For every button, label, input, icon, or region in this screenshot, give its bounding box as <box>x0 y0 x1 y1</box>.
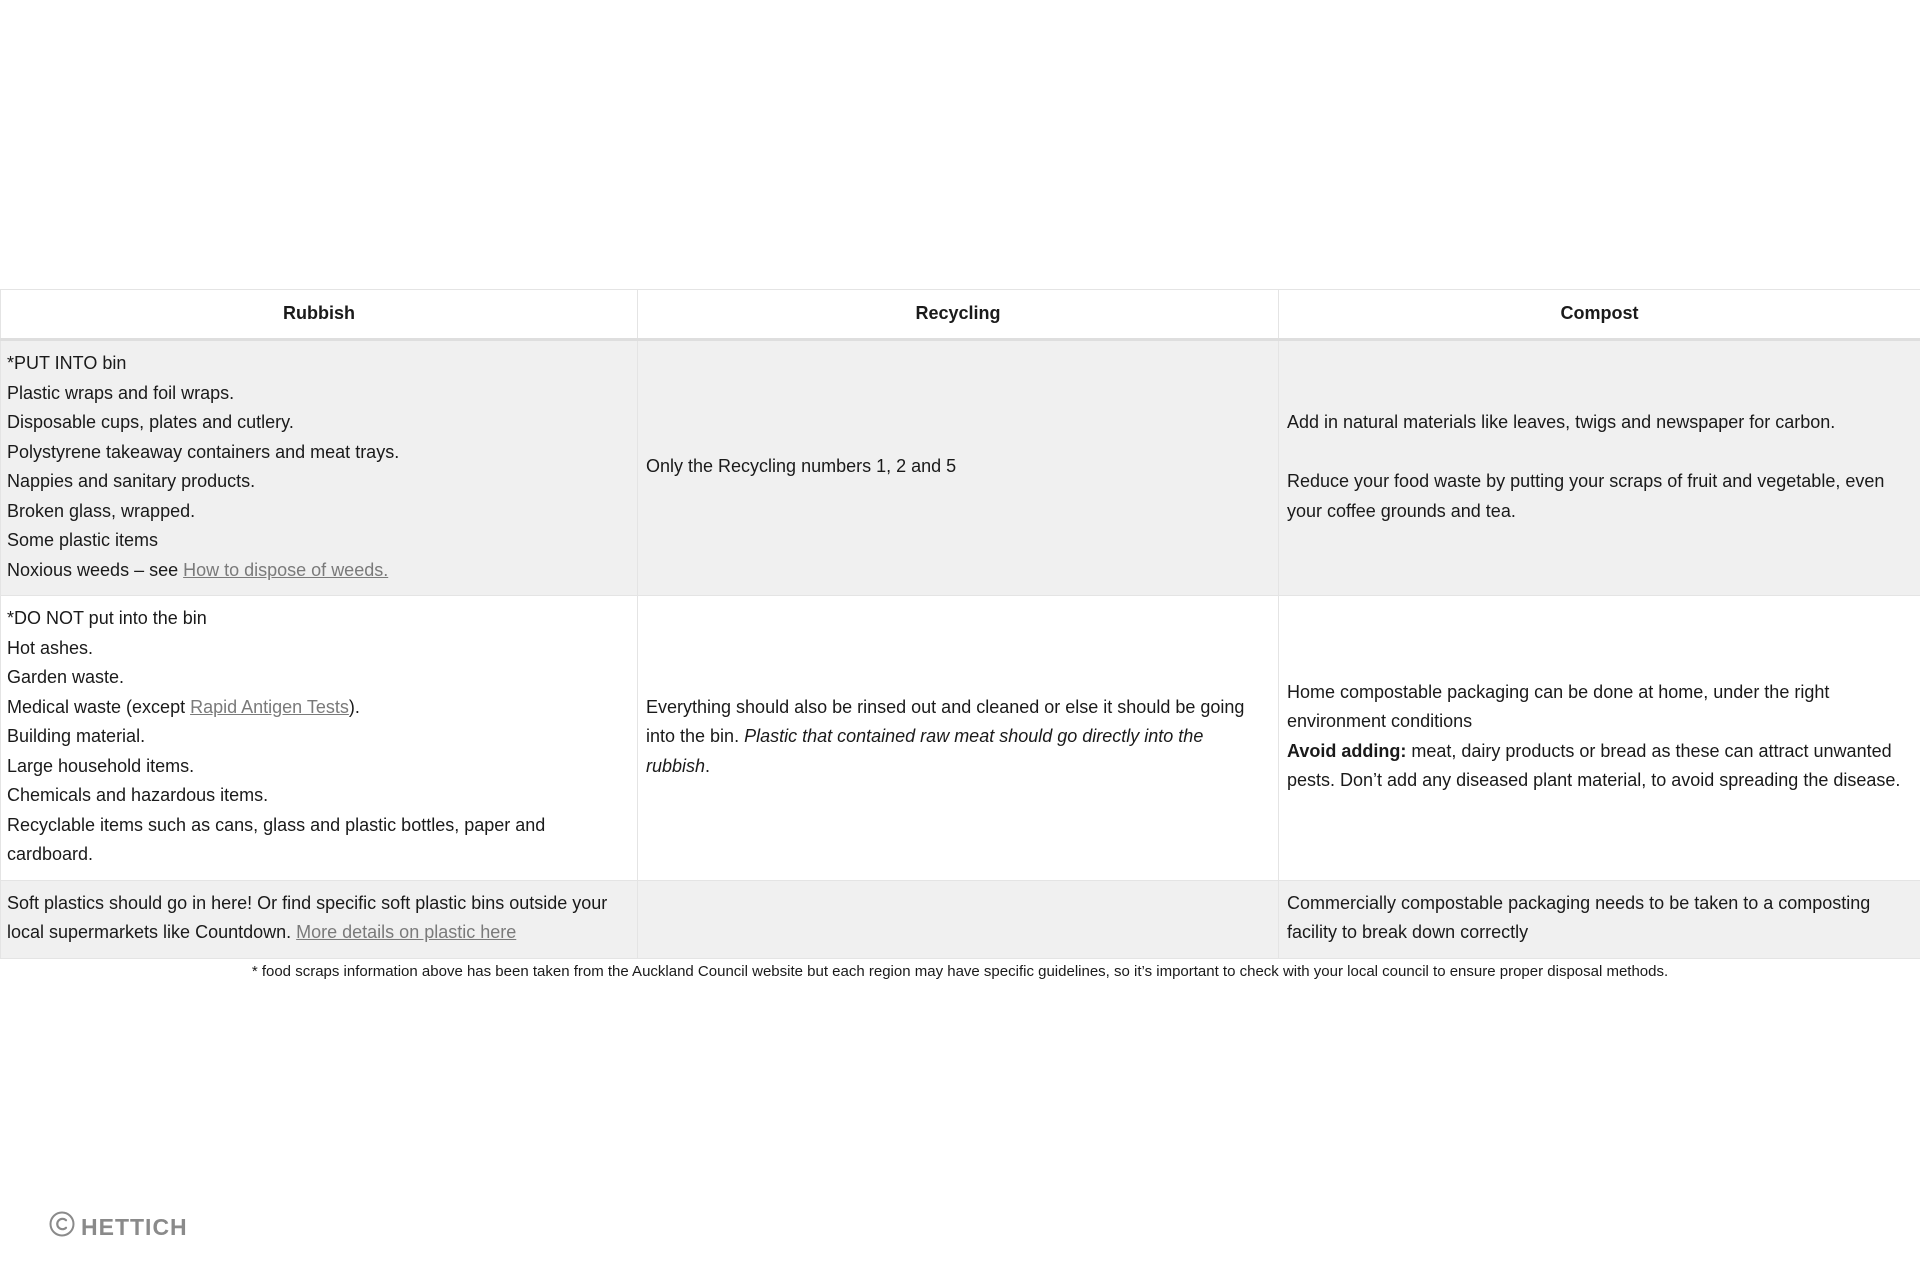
compost-food-waste-text: Reduce your food waste by putting your scraps of fruit and vegetable, even your coffee grounds and tea. <box>1287 471 1885 521</box>
recycling-rinse-end: . <box>705 755 711 776</box>
list-item: Garden waste. <box>7 667 125 687</box>
waste-guide-table-container <box>0 289 1920 959</box>
table-row <box>1 340 1920 596</box>
list-item <box>7 693 629 723</box>
dispose-weeds-link[interactable]: How to dispose of weeds. <box>183 559 389 580</box>
footnote: * food scraps information above has been taken from the Auckland Council website but each region may have specific guidelines, so it’s important to check with your local council to ensure proper disposal methods. <box>251 963 1669 980</box>
recycling-numbers-text: Only the Recycling numbers 1, 2 and 5 <box>646 456 957 477</box>
list-item: Nappies and sanitary products. <box>7 471 256 491</box>
rubbish-do-not-cell <box>1 596 638 881</box>
brand-logo <box>49 1211 188 1243</box>
list-item: Some plastic items <box>7 530 159 550</box>
list-item: Disposable cups, plates and cutlery. <box>7 412 294 432</box>
avoid-adding-label: Avoid adding: <box>1287 740 1407 761</box>
compost-tips-cell <box>1279 340 1920 596</box>
compost-carbon-text: Add in natural materials like leaves, twigs and newspaper for carbon. <box>1287 412 1836 432</box>
avoid-adding-detail: meat, dairy products or bread as these can attract unwanted pests. Don’t add any diseased plant material, to avoid spreading the disease. <box>1287 740 1901 791</box>
noxious-weeds-text: Noxious weeds – see <box>7 559 184 580</box>
soft-plastics-text: Soft plastics should go in here! Or find specific soft plastic bins outside your local supermarkets like Countdown. <box>7 892 608 942</box>
commercial-compost-text: Commercially compostable packaging needs to be taken to a composting facility to break down correctly <box>1287 892 1871 942</box>
table-row <box>1 880 1920 958</box>
soft-plastics-cell <box>1 880 638 958</box>
recycling-rinse-cell <box>638 596 1279 881</box>
list-item: Chemicals and hazardous items. <box>7 785 269 805</box>
recycling-rinse-text: Everything should also be rinsed out and cleaned or else it should be going into the bin. <box>646 696 1245 746</box>
list-item: Large household items. <box>7 755 195 776</box>
list-item: *PUT INTO bin <box>7 353 127 373</box>
plastic-details-link[interactable]: More details on plastic here <box>296 922 517 942</box>
raw-meat-note: Plastic that contained raw meat should go directly into the rubbish <box>646 726 1204 776</box>
waste-guide-table <box>0 289 1920 959</box>
list-item <box>7 556 629 586</box>
commercial-compost-cell <box>1279 880 1920 958</box>
list-item: *DO NOT put into the bin <box>7 608 207 628</box>
table-row <box>1 596 1920 881</box>
avoid-adding-text <box>1287 737 1912 796</box>
list-item: Plastic wraps and foil wraps. <box>7 382 235 403</box>
rubbish-put-into-cell <box>1 340 638 596</box>
header-recycling: Recycling <box>638 290 1279 340</box>
recycling-numbers-cell <box>638 340 1279 596</box>
recycling-empty-cell <box>638 880 1279 958</box>
list-item: Building material. <box>7 726 146 746</box>
list-item: Polystyrene takeaway containers and meat trays. <box>7 441 400 462</box>
home-compost-text: Home compostable packaging can be done at home, under the right environment conditions <box>1287 681 1830 732</box>
copyright-icon <box>49 1211 81 1243</box>
list-item: Broken glass, wrapped. <box>7 500 196 521</box>
compost-home-cell <box>1279 596 1920 881</box>
list-item: Hot ashes. <box>7 637 94 658</box>
medical-waste-text: Medical waste (except <box>7 696 191 717</box>
header-rubbish: Rubbish <box>1 290 638 340</box>
header-compost: Compost <box>1279 290 1920 340</box>
list-item: Recyclable items such as cans, glass and plastic bottles, paper and cardboard. <box>7 814 546 864</box>
brand-name: HETTICH <box>81 1213 188 1240</box>
table-header-row <box>1 290 1920 340</box>
medical-waste-suffix: ). <box>348 696 360 717</box>
rapid-antigen-tests-link[interactable]: Rapid Antigen Tests <box>190 696 349 717</box>
